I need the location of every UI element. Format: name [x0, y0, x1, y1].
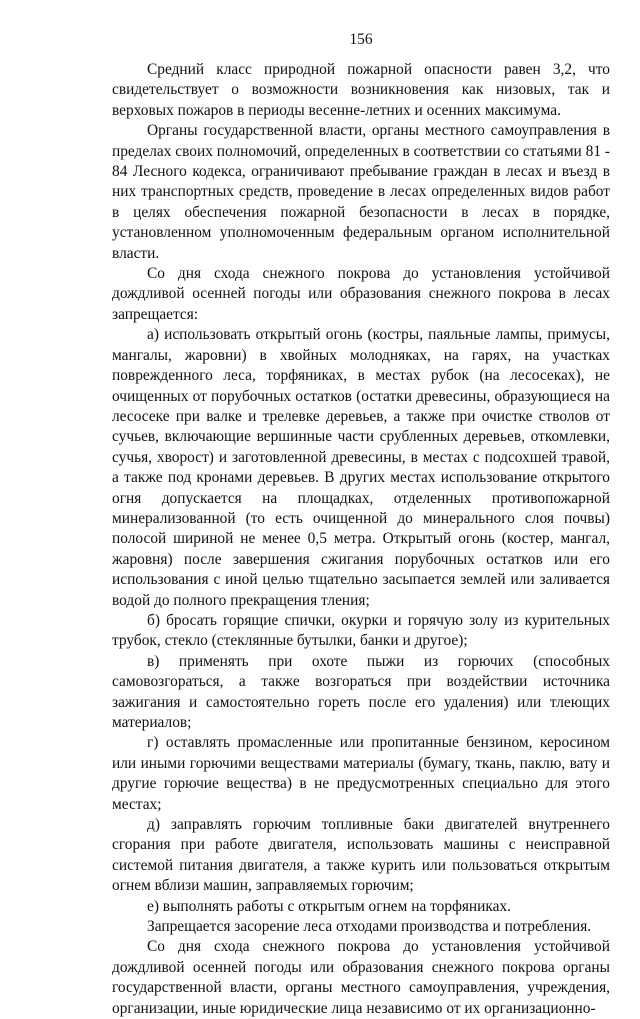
paragraph-authorities-restrictions: Органы государственной власти, органы местного самоуправления в пределах своих полномочий, определенных в соответствии со статьями 81 - 84 Лесного кодекса, ограничивают пребывание граждан в лесах и въезд в них транспортных средств, проведение в лесах определенных видов работ в целях обеспечения пожарной безопасности в лесах в порядке, установленном уполномоченным федеральным органом исполнительной власти.	[112, 122, 611, 262]
paragraph-prohibited-period: Со дня схода снежного покрова до установления устойчивой дождливой осенней погоды или образования снежного покрова в лесах запрещается:	[112, 265, 610, 323]
paragraph-item-a: а) использовать открытый огонь (костры, паяльные лампы, примусы, мангалы, жаровни) в хвойных молодняках, на гарях, на участках поврежденного леса, торфяниках, в местах рубок (на лесосеках), не очищенных от порубочных остатков (остатки древесины, образующиеся на лесосеке при валке и трелевке деревьев, а также при очистке стволов от сучьев, включающие вершинные части срубленных деревьев, откомлевки, сучья, хворост) и заготовленной древесины, в местах с подсохшей травой, а также под кронами деревьев. В других местах использование открытого огня допускается на площадках, отделенных противопожарной минерализованной (то есть очищенной до минерального слоя почвы) полосой шириной не менее 0,5 метра. Открытый огонь (костер, мангал, жаровня) после завершения сжигания порубочных остатков или его использования с иной целью тщательно засыпается землей или заливается водой до полного прекращения тления;	[112, 326, 610, 609]
document-page	[112, 0, 610, 1019]
paragraph-item-b: б) бросать горящие спички, окурки и горячую золу из курительных трубок, стекло (стеклянные бутылки, банки и другое);	[112, 611, 610, 650]
paragraph-littering-prohibited: Запрещается засорение леса отходами производства и потребления.	[147, 918, 592, 936]
paragraph-organizations-duties: Со дня схода снежного покрова до установления устойчивой дождливой осенней погоды или образования снежного покрова органы государственной власти, органы местного самоуправления, учреждения, организации, иные юридические лица независимо от их организационно-	[112, 938, 610, 1017]
paragraph-item-g: г) оставлять промасленные или пропитанные бензином, керосином или иными горючими веществами материалы (бумагу, ткань, паклю, вату и другие горючие вещества) в не предусмотренных специально для этого местах;	[112, 734, 610, 813]
page-number	[112, 0, 610, 60]
paragraph-fire-danger-class: Средний класс природной пожарной опасности равен 3,2, что свидетельствует о возможности возникновения как низовых, так и верховых пожаров в периоды весенне-летних и осенних максимума.	[112, 61, 610, 119]
paragraph-item-e: е) выполнять работы с открытым огнем на торфяниках.	[147, 897, 511, 915]
page-number-text: 156	[349, 31, 373, 48]
paragraph-item-d: д) заправлять горючим топливные баки двигателей внутреннего сгорания при работе двигателя, использовать машины с неисправной системой питания двигателя, а также курить или пользоваться открытым огнем вблизи машин, заправляемых горючим;	[112, 816, 610, 895]
paragraph-item-v: в) применять при охоте пыжи из горючих (способных самовозгораться, а также возгораться при воздействии источника зажигания и самостоятельно гореть после его удаления) или тлеющих материалов;	[112, 652, 610, 731]
